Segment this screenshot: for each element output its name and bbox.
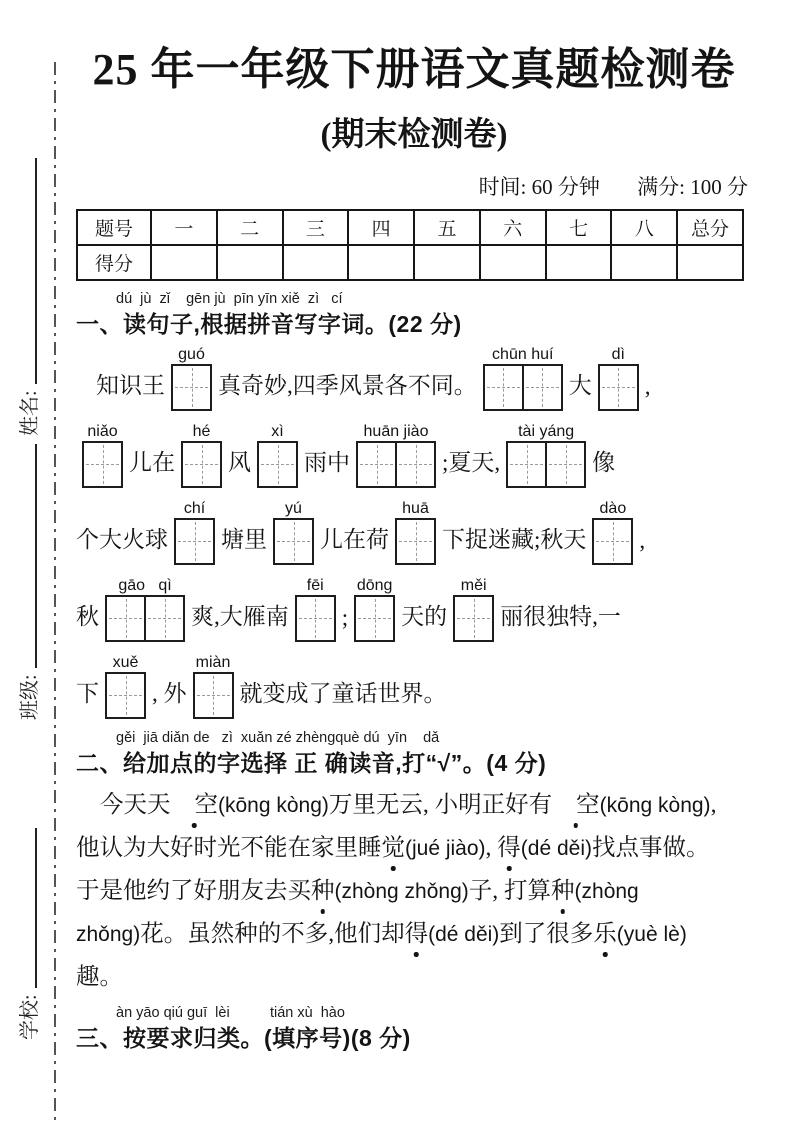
score-table [76,209,744,281]
pinyin-writing-group [105,653,146,719]
text-run: 知识王 [96,372,165,398]
writing-boxes [354,595,395,642]
section-2-pinyin: gěi jiā diǎn de zì xuǎn zé zhèngquè dú yīn dǎ [116,729,440,746]
writing-boxes [483,364,563,411]
name-label: 姓名: [19,390,41,436]
passage-line-1 [76,784,752,827]
text-run: 雨中 [304,449,350,475]
writing-boxes [506,441,586,488]
writing-boxes [257,441,298,488]
writing-box[interactable] [506,441,547,488]
passage-line-5 [76,956,752,998]
pinyin-writing-group [174,499,215,565]
pinyin-writing-group [598,345,639,411]
writing-boxes [82,441,123,488]
dotted-character: 得 [405,913,429,955]
pinyin-annotation: (dé děi) [428,922,500,946]
writing-boxes [181,441,222,488]
text-run: 下捉迷藏;秋天 [442,526,587,552]
text-run: 他认为大好时光不能在家里睡 [76,834,382,861]
text-run: 儿在荷 [320,526,389,552]
text-run: 找点事做。 [592,834,710,861]
time-info: 时间: 60 分钟 [478,174,600,199]
writing-box[interactable] [171,364,212,411]
text-run: 万里无云, 小明正好有 [328,791,553,818]
section-3-heading: 三、按要求归类。(填序号)(8 分) [76,1024,411,1051]
pinyin-writing-group [82,422,123,488]
pinyin-writing-group [506,422,586,488]
section-3 [76,1005,752,1053]
writing-box[interactable] [144,595,185,642]
pinyin-label: gāo qì [118,576,172,594]
section-1-pinyin: dú jù zǐ gēn jù pīn yīn xiě zì cí [116,290,343,307]
writing-box[interactable] [174,518,215,565]
pinyin-label: dōng [356,576,393,594]
score-row-label: 得分 [77,245,151,280]
pinyin-label: chūn huí [492,345,554,363]
text-run: 风 [228,449,251,475]
pinyin-label: fēi [306,576,324,594]
score-table-header-cell: 八 [611,210,677,245]
text-run: 丽很独特,一 [500,603,621,629]
writing-box[interactable] [181,441,222,488]
pinyin-writing-group [193,653,234,719]
writing-box[interactable] [598,364,639,411]
writing-boxes [598,364,639,411]
fill-in-line-1 [76,345,752,411]
text-run: ;夏天, [442,449,501,475]
text-run: 像 [592,449,616,475]
section-3-pinyin: àn yāo qiú guī lèi tián xù hào [116,1004,345,1021]
pinyin-label: huān jiào [363,422,429,440]
pinyin-annotation: (zhòng [574,879,639,903]
score-table-header-cell: 三 [283,210,349,245]
pinyin-label: dào [599,499,627,517]
writing-box[interactable] [592,518,633,565]
pinyin-label: xuě [112,653,139,671]
writing-box[interactable] [105,672,146,719]
writing-box[interactable] [82,441,123,488]
writing-boxes [273,518,314,565]
text-run: 就变成了童话世界。 [239,680,447,706]
name-input-line[interactable] [35,158,37,384]
reading-passage [76,784,752,998]
section-2-heading: 二、给加点的字选择 正 确读音,打“√”。(4 分) [76,749,547,776]
score-table-header-cell: 七 [546,210,612,245]
writing-box[interactable] [257,441,298,488]
writing-box[interactable] [545,441,586,488]
score-table-header-cell: 四 [348,210,414,245]
section-2 [76,730,752,998]
dotted-character: 觉 [382,827,406,869]
pinyin-writing-group [356,422,436,488]
pinyin-writing-group [257,422,298,488]
section-1 [76,291,752,719]
score-cell[interactable] [151,245,217,280]
page-title: 25 年一年级下册语文真题检测卷 [92,45,736,94]
writing-boxes [356,441,436,488]
score-cell[interactable] [414,245,480,280]
text-run: 下 [76,680,99,706]
class-input-line[interactable] [35,444,37,668]
writing-box[interactable] [453,595,494,642]
passage-line-3 [76,870,752,913]
score-cell[interactable] [480,245,546,280]
section-1-heading: 一、读句子,根据拼音写字词。(22 分) [76,310,462,337]
fill-in-line-4 [76,576,752,642]
writing-box[interactable] [395,441,436,488]
pinyin-writing-group [273,499,314,565]
dotted-character: 空 [171,784,219,826]
writing-boxes [295,595,336,642]
writing-boxes [592,518,633,565]
score-table-header-cell: 五 [414,210,480,245]
score-table-score-row [77,245,743,280]
seal-line [54,62,56,1122]
text-run: 大 [568,372,592,398]
text-run: 秋 [76,603,99,629]
pinyin-writing-group [181,422,222,488]
pinyin-writing-group [105,576,185,642]
pinyin-label: yú [285,499,302,517]
writing-boxes [105,672,146,719]
pinyin-annotation: zhǒng) [76,922,141,946]
writing-boxes [105,595,185,642]
pinyin-label: miàn [195,653,231,671]
sidebar-name-field [12,158,42,436]
text-run: 于是他约了好朋友去买 [76,877,311,904]
text-run: ; [341,604,349,630]
score-cell[interactable] [677,245,743,280]
pinyin-annotation: (jué jiào) [405,836,486,860]
pinyin-writing-group [354,576,395,642]
pinyin-label: huā [402,499,429,517]
dotted-character: 种 [551,870,575,912]
pinyin-label: chí [183,499,206,517]
class-label: 班级: [19,674,41,720]
text-run: , [485,834,498,861]
text-run: , [639,527,646,553]
sidebar-class-field [12,444,42,720]
pinyin-label: tài yáng [518,422,575,440]
dotted-character: 种 [311,870,335,912]
writing-box[interactable] [193,672,234,719]
dotted-character: 空 [552,784,600,826]
text-run: 到了很多 [499,920,594,947]
pinyin-writing-group [171,345,212,411]
pinyin-writing-group [295,576,336,642]
sidebar-school-field [12,828,42,1040]
pinyin-label: guó [178,345,205,363]
score-table-header-cell: 总分 [677,210,743,245]
text-run: 儿在 [129,449,175,475]
dotted-character: 乐 [593,913,617,955]
text-run: 爽,大雁南 [191,603,289,629]
writing-boxes [171,364,212,411]
pinyin-writing-group [592,499,633,565]
writing-box[interactable] [295,595,336,642]
exam-info [76,171,752,201]
score-cell[interactable] [217,245,283,280]
writing-box[interactable] [105,595,146,642]
pinyin-annotation: (zhòng zhǒng) [334,879,469,903]
writing-box[interactable] [395,518,436,565]
text-run: , [644,373,651,399]
text-run: 今天天 [100,791,171,818]
pinyin-writing-group [453,576,494,642]
fill-in-line-2 [76,422,752,488]
school-label: 学校: [19,994,41,1040]
writing-box[interactable] [273,518,314,565]
score-table-header-cell: 一 [151,210,217,245]
pinyin-writing-group [395,499,436,565]
writing-box[interactable] [356,441,397,488]
text-run: 子, 打算 [468,877,552,904]
score-cell[interactable] [348,245,414,280]
score-cell[interactable] [611,245,677,280]
text-run: 天的 [401,603,448,629]
score-cell[interactable] [546,245,612,280]
score-table-header-cell: 题号 [77,210,151,245]
school-input-line[interactable] [35,828,37,988]
pinyin-annotation: (dé děi) [520,836,592,860]
score-cell[interactable] [283,245,349,280]
dotted-character: 得 [497,827,521,869]
score-table-header-cell: 二 [217,210,283,245]
passage-line-4 [76,913,752,956]
text-run: , [710,791,717,818]
pinyin-annotation: (yuè lè) [616,922,687,946]
main-content [76,0,752,1059]
pinyin-label: niǎo [87,422,118,440]
writing-boxes [395,518,436,565]
pinyin-label: hé [192,422,211,440]
writing-box[interactable] [354,595,395,642]
writing-boxes [174,518,215,565]
writing-box[interactable] [522,364,563,411]
text-run: 真奇妙,四季风景各不同。 [218,372,477,398]
writing-box[interactable] [483,364,524,411]
text-run: 塘里 [221,526,267,552]
writing-boxes [453,595,494,642]
fill-in-line-5 [76,653,752,719]
pinyin-label: xì [271,422,284,440]
pinyin-annotation: (kōng kòng) [218,793,329,817]
fill-in-line-3 [76,499,752,565]
score-table-header-row [77,210,743,245]
text-run: , 外 [152,680,187,706]
text-run: 花。虽然种的不多,他们却 [140,920,405,947]
full-score-info: 满分: 100 分 [637,174,748,199]
writing-boxes [193,672,234,719]
page-subtitle: (期末检测卷) [320,116,508,153]
score-table-header-cell: 六 [480,210,546,245]
pinyin-label: měi [460,576,487,594]
text-run: 个大火球 [76,526,168,552]
text-run: 趣。 [76,963,123,990]
pinyin-annotation: (kōng kòng) [599,793,711,817]
pinyin-writing-group [483,345,563,411]
pinyin-label: dì [611,345,625,363]
passage-line-2 [76,827,752,870]
